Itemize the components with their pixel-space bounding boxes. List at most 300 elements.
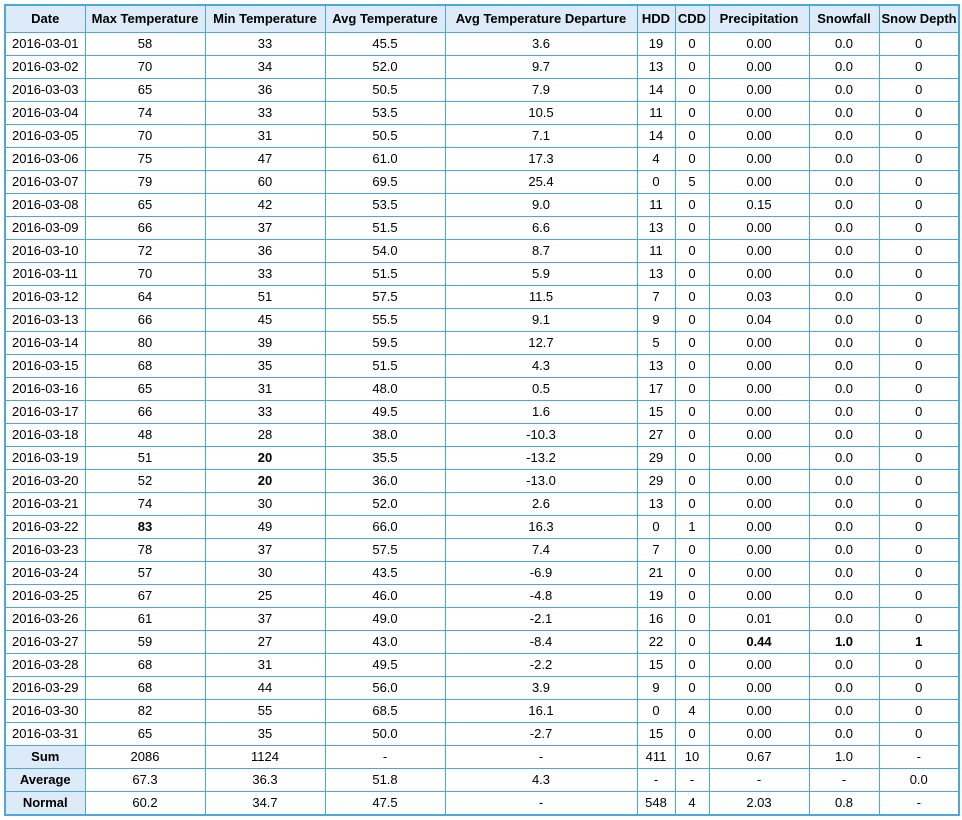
value-cell: 0.00 — [709, 148, 809, 171]
value-cell: 0 — [879, 286, 959, 309]
value-cell: 50.0 — [325, 723, 445, 746]
value-cell: 0 — [637, 171, 675, 194]
value-cell: 69.5 — [325, 171, 445, 194]
value-cell: 548 — [637, 792, 675, 816]
value-cell: 7.4 — [445, 539, 637, 562]
value-cell: 74 — [85, 493, 205, 516]
value-cell: 0.00 — [709, 700, 809, 723]
value-cell: 0 — [675, 654, 709, 677]
table-row — [5, 516, 959, 539]
column-header-precipitation: Precipitation — [709, 5, 809, 33]
summary-row — [5, 746, 959, 769]
table-row — [5, 240, 959, 263]
value-cell: 48.0 — [325, 378, 445, 401]
value-cell: 0 — [879, 240, 959, 263]
value-cell: 0.00 — [709, 217, 809, 240]
value-cell: 16.3 — [445, 516, 637, 539]
value-cell: 0 — [675, 470, 709, 493]
value-cell: - — [445, 792, 637, 816]
value-cell: 75 — [85, 148, 205, 171]
value-cell: 0 — [879, 33, 959, 56]
date-cell: 2016-03-02 — [5, 56, 85, 79]
date-cell: 2016-03-21 — [5, 493, 85, 516]
table-row — [5, 194, 959, 217]
value-cell: 82 — [85, 700, 205, 723]
value-cell: 0 — [675, 194, 709, 217]
value-cell: 52.0 — [325, 56, 445, 79]
value-cell: 0.0 — [809, 194, 879, 217]
value-cell: 0 — [879, 355, 959, 378]
value-cell: 0.0 — [809, 700, 879, 723]
table-row — [5, 355, 959, 378]
date-cell: 2016-03-11 — [5, 263, 85, 286]
value-cell: 37 — [205, 608, 325, 631]
value-cell: 31 — [205, 378, 325, 401]
value-cell: 66 — [85, 401, 205, 424]
value-cell: 53.5 — [325, 102, 445, 125]
value-cell: 0 — [879, 401, 959, 424]
value-cell: 0.04 — [709, 309, 809, 332]
value-cell: 60 — [205, 171, 325, 194]
value-cell: 0.0 — [809, 102, 879, 125]
value-cell: 0.00 — [709, 79, 809, 102]
value-cell: 60.2 — [85, 792, 205, 816]
value-cell: 0 — [637, 516, 675, 539]
value-cell: 0 — [675, 562, 709, 585]
value-cell: 45 — [205, 309, 325, 332]
value-cell: 0.03 — [709, 286, 809, 309]
value-cell: 47.5 — [325, 792, 445, 816]
value-cell: 67.3 — [85, 769, 205, 792]
value-cell: - — [879, 746, 959, 769]
value-cell: 0 — [675, 33, 709, 56]
value-cell: 16.1 — [445, 700, 637, 723]
table-row — [5, 309, 959, 332]
value-cell: 0.0 — [809, 401, 879, 424]
value-cell: 0.0 — [809, 33, 879, 56]
value-cell: 14 — [637, 125, 675, 148]
value-cell: 68 — [85, 677, 205, 700]
value-cell: 72 — [85, 240, 205, 263]
value-cell: 0 — [879, 263, 959, 286]
value-cell: 66 — [85, 309, 205, 332]
value-cell: -6.9 — [445, 562, 637, 585]
value-cell: 74 — [85, 102, 205, 125]
value-cell: 22 — [637, 631, 675, 654]
date-cell: 2016-03-15 — [5, 355, 85, 378]
value-cell: 7.9 — [445, 79, 637, 102]
value-cell: 33 — [205, 102, 325, 125]
value-cell: 0 — [879, 700, 959, 723]
value-cell: 0.0 — [809, 585, 879, 608]
value-cell: 0.0 — [809, 309, 879, 332]
summary-label-cell: Sum — [5, 746, 85, 769]
table-row — [5, 217, 959, 240]
column-header-hdd: HDD — [637, 5, 675, 33]
value-cell: -2.7 — [445, 723, 637, 746]
value-cell: 54.0 — [325, 240, 445, 263]
date-cell: 2016-03-17 — [5, 401, 85, 424]
value-cell: 55 — [205, 700, 325, 723]
weather-data-table — [4, 4, 960, 816]
value-cell: 0.0 — [809, 79, 879, 102]
value-cell: -4.8 — [445, 585, 637, 608]
value-cell: - — [325, 746, 445, 769]
value-cell: 12.7 — [445, 332, 637, 355]
value-cell: 0 — [675, 332, 709, 355]
value-cell: 13 — [637, 263, 675, 286]
value-cell: 35.5 — [325, 447, 445, 470]
value-cell: 59.5 — [325, 332, 445, 355]
value-cell: 0.0 — [809, 447, 879, 470]
table-row — [5, 286, 959, 309]
value-cell: 0.00 — [709, 33, 809, 56]
date-cell: 2016-03-31 — [5, 723, 85, 746]
value-cell: 0.5 — [445, 378, 637, 401]
value-cell: 48 — [85, 424, 205, 447]
value-cell: 4.3 — [445, 769, 637, 792]
value-cell: 0.00 — [709, 332, 809, 355]
value-cell: 36.0 — [325, 470, 445, 493]
column-header-avg-temperature: Avg Temperature — [325, 5, 445, 33]
value-cell: 5 — [637, 332, 675, 355]
value-cell: 0 — [675, 401, 709, 424]
value-cell: 25 — [205, 585, 325, 608]
value-cell: 0.0 — [809, 148, 879, 171]
value-cell: 0.44 — [709, 631, 809, 654]
value-cell: 0.01 — [709, 608, 809, 631]
value-cell: 49.5 — [325, 401, 445, 424]
value-cell: 51 — [85, 447, 205, 470]
value-cell: 0.00 — [709, 585, 809, 608]
table-row — [5, 125, 959, 148]
value-cell: 0.0 — [809, 539, 879, 562]
value-cell: 61 — [85, 608, 205, 631]
value-cell: 0.00 — [709, 424, 809, 447]
value-cell: 0 — [675, 79, 709, 102]
value-cell: 47 — [205, 148, 325, 171]
date-cell: 2016-03-13 — [5, 309, 85, 332]
value-cell: 0 — [675, 263, 709, 286]
value-cell: 0 — [879, 677, 959, 700]
value-cell: 0.0 — [809, 240, 879, 263]
table-row — [5, 56, 959, 79]
value-cell: 0 — [879, 654, 959, 677]
value-cell: 0 — [879, 470, 959, 493]
value-cell: 70 — [85, 56, 205, 79]
value-cell: 0.8 — [809, 792, 879, 816]
value-cell: 0.0 — [809, 424, 879, 447]
table-row — [5, 723, 959, 746]
date-cell: 2016-03-07 — [5, 171, 85, 194]
value-cell: 0 — [675, 585, 709, 608]
value-cell: 0 — [675, 56, 709, 79]
column-header-min-temperature: Min Temperature — [205, 5, 325, 33]
summary-row — [5, 769, 959, 792]
value-cell: 0 — [879, 102, 959, 125]
value-cell: 0 — [675, 148, 709, 171]
value-cell: 0 — [879, 332, 959, 355]
value-cell: -13.0 — [445, 470, 637, 493]
value-cell: 8.7 — [445, 240, 637, 263]
value-cell: 50.5 — [325, 79, 445, 102]
value-cell: 0.0 — [809, 470, 879, 493]
date-cell: 2016-03-30 — [5, 700, 85, 723]
value-cell: -2.1 — [445, 608, 637, 631]
date-cell: 2016-03-27 — [5, 631, 85, 654]
value-cell: 0.0 — [809, 608, 879, 631]
value-cell: 10.5 — [445, 102, 637, 125]
value-cell: 0.0 — [809, 378, 879, 401]
value-cell: 38.0 — [325, 424, 445, 447]
value-cell: 2.6 — [445, 493, 637, 516]
value-cell: 0.0 — [809, 723, 879, 746]
value-cell: 27 — [205, 631, 325, 654]
value-cell: 0 — [675, 677, 709, 700]
date-cell: 2016-03-12 — [5, 286, 85, 309]
table-row — [5, 470, 959, 493]
value-cell: 43.5 — [325, 562, 445, 585]
value-cell: 31 — [205, 654, 325, 677]
column-header-snow-depth: Snow Depth — [879, 5, 959, 33]
value-cell: 0.00 — [709, 677, 809, 700]
value-cell: 0 — [879, 79, 959, 102]
value-cell: 0.00 — [709, 401, 809, 424]
value-cell: - — [809, 769, 879, 792]
summary-label-cell: Average — [5, 769, 85, 792]
value-cell: 13 — [637, 493, 675, 516]
value-cell: 66 — [85, 217, 205, 240]
value-cell: 0 — [675, 286, 709, 309]
value-cell: 0.15 — [709, 194, 809, 217]
value-cell: 35 — [205, 355, 325, 378]
value-cell: 0 — [675, 723, 709, 746]
value-cell: 49.0 — [325, 608, 445, 631]
value-cell: 15 — [637, 654, 675, 677]
value-cell: 52.0 — [325, 493, 445, 516]
value-cell: 3.9 — [445, 677, 637, 700]
value-cell: 0.00 — [709, 493, 809, 516]
value-cell: 0 — [879, 539, 959, 562]
value-cell: 13 — [637, 56, 675, 79]
value-cell: 1 — [675, 516, 709, 539]
column-header-snowfall: Snowfall — [809, 5, 879, 33]
date-cell: 2016-03-14 — [5, 332, 85, 355]
value-cell: 0.0 — [809, 263, 879, 286]
value-cell: 13 — [637, 355, 675, 378]
table-row — [5, 493, 959, 516]
value-cell: 0.0 — [809, 493, 879, 516]
value-cell: 39 — [205, 332, 325, 355]
value-cell: 0.0 — [809, 677, 879, 700]
value-cell: 70 — [85, 125, 205, 148]
value-cell: 0 — [675, 309, 709, 332]
value-cell: 0.00 — [709, 125, 809, 148]
value-cell: 17.3 — [445, 148, 637, 171]
value-cell: 20 — [205, 447, 325, 470]
value-cell: 11 — [637, 194, 675, 217]
date-cell: 2016-03-05 — [5, 125, 85, 148]
value-cell: 25.4 — [445, 171, 637, 194]
column-header-cdd: CDD — [675, 5, 709, 33]
value-cell: 0 — [879, 56, 959, 79]
table-row — [5, 401, 959, 424]
value-cell: 0 — [675, 378, 709, 401]
date-cell: 2016-03-25 — [5, 585, 85, 608]
value-cell: 0.00 — [709, 470, 809, 493]
value-cell: - — [637, 769, 675, 792]
value-cell: 1 — [879, 631, 959, 654]
value-cell: 34 — [205, 56, 325, 79]
value-cell: 0.00 — [709, 516, 809, 539]
value-cell: 1.0 — [809, 746, 879, 769]
value-cell: 16 — [637, 608, 675, 631]
table-row — [5, 424, 959, 447]
value-cell: 0 — [675, 631, 709, 654]
value-cell: 0 — [879, 723, 959, 746]
date-cell: 2016-03-10 — [5, 240, 85, 263]
value-cell: 49.5 — [325, 654, 445, 677]
value-cell: 37 — [205, 217, 325, 240]
value-cell: 43.0 — [325, 631, 445, 654]
value-cell: 6.6 — [445, 217, 637, 240]
date-cell: 2016-03-24 — [5, 562, 85, 585]
value-cell: 42 — [205, 194, 325, 217]
value-cell: 0 — [675, 447, 709, 470]
column-header-date: Date — [5, 5, 85, 33]
value-cell: 0 — [879, 171, 959, 194]
value-cell: 66.0 — [325, 516, 445, 539]
value-cell: 68 — [85, 654, 205, 677]
value-cell: 0 — [879, 309, 959, 332]
value-cell: 0.00 — [709, 102, 809, 125]
table-row — [5, 263, 959, 286]
value-cell: 0 — [879, 608, 959, 631]
column-header-max-temperature: Max Temperature — [85, 5, 205, 33]
value-cell: 29 — [637, 447, 675, 470]
value-cell: 0.0 — [809, 332, 879, 355]
value-cell: 0 — [879, 148, 959, 171]
value-cell: 67 — [85, 585, 205, 608]
table-row — [5, 700, 959, 723]
value-cell: - — [675, 769, 709, 792]
date-cell: 2016-03-26 — [5, 608, 85, 631]
date-cell: 2016-03-03 — [5, 79, 85, 102]
value-cell: 65 — [85, 79, 205, 102]
value-cell: -10.3 — [445, 424, 637, 447]
value-cell: 51.5 — [325, 263, 445, 286]
value-cell: 36 — [205, 240, 325, 263]
value-cell: 0.00 — [709, 171, 809, 194]
value-cell: 0.0 — [809, 217, 879, 240]
value-cell: 0 — [879, 217, 959, 240]
value-cell: 21 — [637, 562, 675, 585]
value-cell: 0.0 — [809, 355, 879, 378]
value-cell: 5.9 — [445, 263, 637, 286]
value-cell: 0 — [675, 355, 709, 378]
value-cell: 80 — [85, 332, 205, 355]
value-cell: 20 — [205, 470, 325, 493]
table-row — [5, 447, 959, 470]
value-cell: 0.00 — [709, 654, 809, 677]
date-cell: 2016-03-19 — [5, 447, 85, 470]
value-cell: 0 — [879, 585, 959, 608]
value-cell: 10 — [675, 746, 709, 769]
value-cell: - — [879, 792, 959, 816]
value-cell: 51.8 — [325, 769, 445, 792]
date-cell: 2016-03-28 — [5, 654, 85, 677]
summary-row — [5, 792, 959, 816]
value-cell: 2.03 — [709, 792, 809, 816]
table-row — [5, 102, 959, 125]
value-cell: 0.67 — [709, 746, 809, 769]
table-row — [5, 79, 959, 102]
value-cell: 56.0 — [325, 677, 445, 700]
value-cell: 0 — [879, 378, 959, 401]
value-cell: 30 — [205, 493, 325, 516]
value-cell: 57 — [85, 562, 205, 585]
value-cell: 53.5 — [325, 194, 445, 217]
value-cell: 68.5 — [325, 700, 445, 723]
date-cell: 2016-03-16 — [5, 378, 85, 401]
value-cell: 15 — [637, 401, 675, 424]
value-cell: 0 — [675, 240, 709, 263]
value-cell: 33 — [205, 263, 325, 286]
value-cell: -8.4 — [445, 631, 637, 654]
value-cell: 0 — [675, 217, 709, 240]
date-cell: 2016-03-29 — [5, 677, 85, 700]
value-cell: 33 — [205, 33, 325, 56]
value-cell: 15 — [637, 723, 675, 746]
date-cell: 2016-03-08 — [5, 194, 85, 217]
value-cell: 0.00 — [709, 723, 809, 746]
value-cell: -13.2 — [445, 447, 637, 470]
value-cell: 0.00 — [709, 56, 809, 79]
value-cell: 411 — [637, 746, 675, 769]
value-cell: 0 — [675, 102, 709, 125]
value-cell: 0.0 — [809, 654, 879, 677]
value-cell: 49 — [205, 516, 325, 539]
date-cell: 2016-03-06 — [5, 148, 85, 171]
value-cell: 27 — [637, 424, 675, 447]
date-cell: 2016-03-04 — [5, 102, 85, 125]
value-cell: 9.0 — [445, 194, 637, 217]
value-cell: 31 — [205, 125, 325, 148]
value-cell: 44 — [205, 677, 325, 700]
date-cell: 2016-03-23 — [5, 539, 85, 562]
value-cell: 57.5 — [325, 539, 445, 562]
value-cell: 79 — [85, 171, 205, 194]
value-cell: 0.0 — [809, 171, 879, 194]
value-cell: 0.00 — [709, 355, 809, 378]
value-cell: 65 — [85, 194, 205, 217]
value-cell: 51.5 — [325, 217, 445, 240]
value-cell: 2086 — [85, 746, 205, 769]
value-cell: 0 — [675, 608, 709, 631]
value-cell: 0.00 — [709, 562, 809, 585]
value-cell: 9.1 — [445, 309, 637, 332]
date-cell: 2016-03-01 — [5, 33, 85, 56]
value-cell: 45.5 — [325, 33, 445, 56]
table-row — [5, 608, 959, 631]
value-cell: 0.00 — [709, 263, 809, 286]
value-cell: 61.0 — [325, 148, 445, 171]
table-row — [5, 378, 959, 401]
value-cell: 9 — [637, 677, 675, 700]
table-body — [5, 33, 959, 816]
value-cell: 55.5 — [325, 309, 445, 332]
value-cell: 1.0 — [809, 631, 879, 654]
